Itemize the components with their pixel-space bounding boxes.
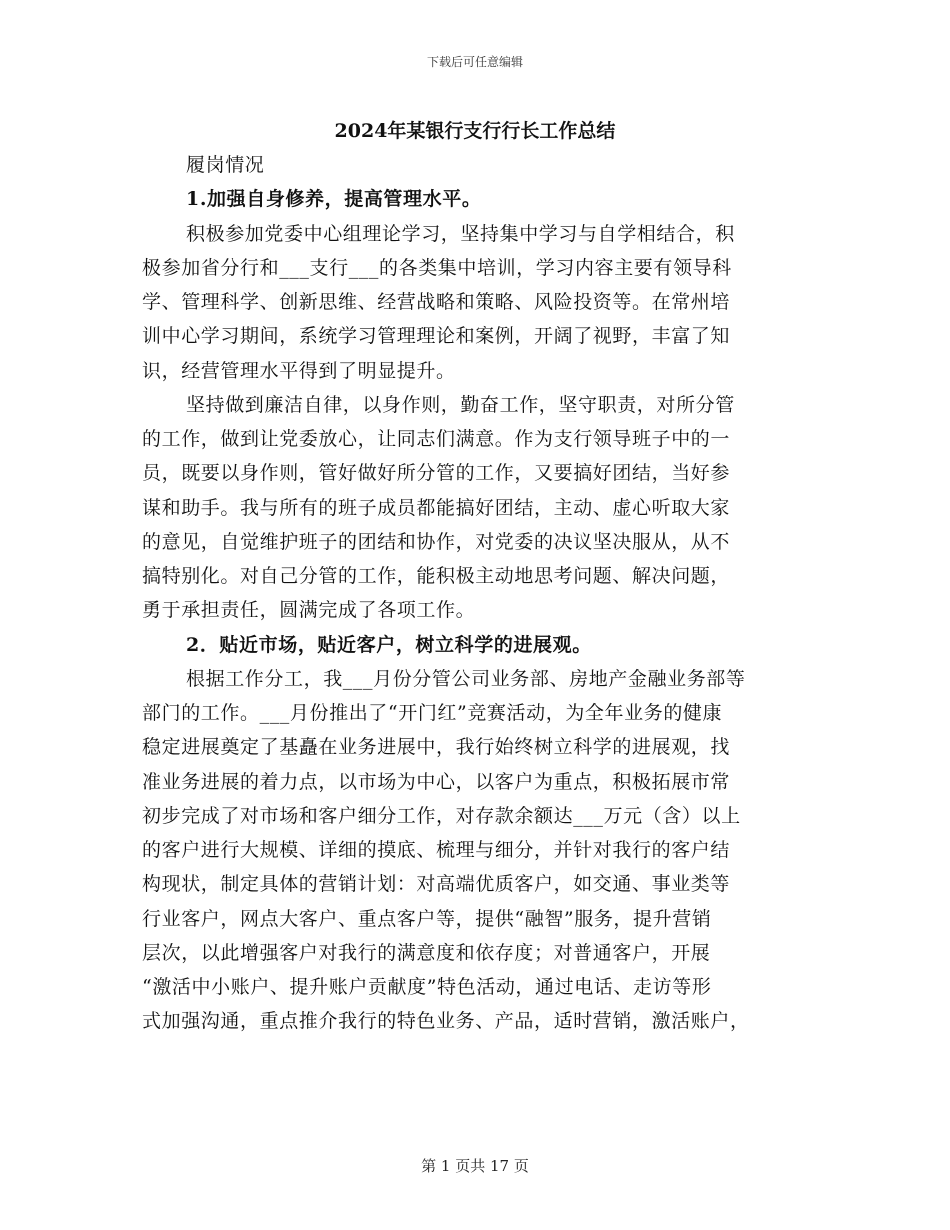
paragraph-line: 层次，以此增强客户对我行的满意度和依存度；对普通客户，开展 [142,941,711,964]
paragraph-line: 根据工作分工，我___月份分管公司业务部、房地产金融业务部等 [186,667,746,690]
subsection-heading-2: 2．贴近市场，贴近客户，树立科学的进展观。 [186,633,592,656]
paragraph-line: 极参加省分行和___支行___的各类集中培训，学习内容主要有领导科 [142,256,732,279]
paragraph-line: 谋和助手。我与所有的班子成员都能搞好团结，主动、虚心听取大家 [142,496,731,519]
paragraph-line: 准业务进展的着力点，以市场为中心，以客户为重点，积极拓展市常 [142,770,731,793]
paragraph-line: 部门的工作。___月份推出了“开门红”竞赛活动，为全年业务的健康 [142,702,723,724]
document-body [142,148,808,1039]
paragraph-line: 学、管理科学、创新思维、经营战略和策略、风险投资等。在常州培 [142,291,731,313]
paragraph-line: 式加强沟通，重点推介我行的特色业务、产品，适时营销，激活账户， [142,1010,750,1033]
paragraph-line: 初步完成了对市场和客户细分工作，对存款余额达___万元（含）以上 [142,804,741,827]
page-number: 第 1 页共 17 页 [421,1157,529,1175]
document-title: 2024年某银行支行行长工作总结 [334,120,616,142]
page-header-note: 下载后可任意编辑 [426,55,523,69]
paragraph-line: 搞特别化。对自己分管的工作，能积极主动地思考问题、解决问题， [142,565,731,587]
section-heading: 履岗情况 [186,154,265,176]
paragraph-line: 的工作，做到让党委放心，让同志们满意。作为支行领导班子中的一 [142,428,731,450]
paragraph-line: 勇于承担责任，圆满完成了各项工作。 [142,599,476,622]
paragraph-line: 稳定进展奠定了基矗在业务进展中，我行始终树立科学的进展观，找 [142,736,731,759]
paragraph-line: 训中心学习期间，系统学习管理理论和案例，开阔了视野，丰富了知 [142,325,731,348]
paragraph-line: 坚持做到廉洁自律，以身作则，勤奋工作，坚守职责，对所分管 [186,393,735,416]
paragraph-line: 的意见，自觉维护班子的团结和协作，对党委的决议坚决服从，从不 [142,530,731,553]
paragraph-line: 积极参加党委中心组理论学习，坚持集中学习与自学相结合，积 [186,222,735,245]
paragraph-line: 识，经营管理水平得到了明显提升。 [142,359,456,382]
paragraph-line: 员，既要以身作则，管好做好所分管的工作，又要搞好团结，当好参 [142,462,731,485]
paragraph-line: 的客户进行大规模、详细的摸底、梳理与细分，并针对我行的客户结 [142,839,731,861]
subsection-heading-1: 1.加强自身修养，提高管理水平。 [186,188,482,211]
paragraph-line: 构现状，制定具体的营销计划：对高端优质客户，如交通、事业类等 [142,873,731,896]
paragraph-line: “激活中小账户、提升账户贡献度”特色活动，通过电话、走访等形 [142,976,712,998]
paragraph-line: 行业客户，网点大客户、重点客户等，提供“融智”服务，提升营销 [142,907,712,930]
